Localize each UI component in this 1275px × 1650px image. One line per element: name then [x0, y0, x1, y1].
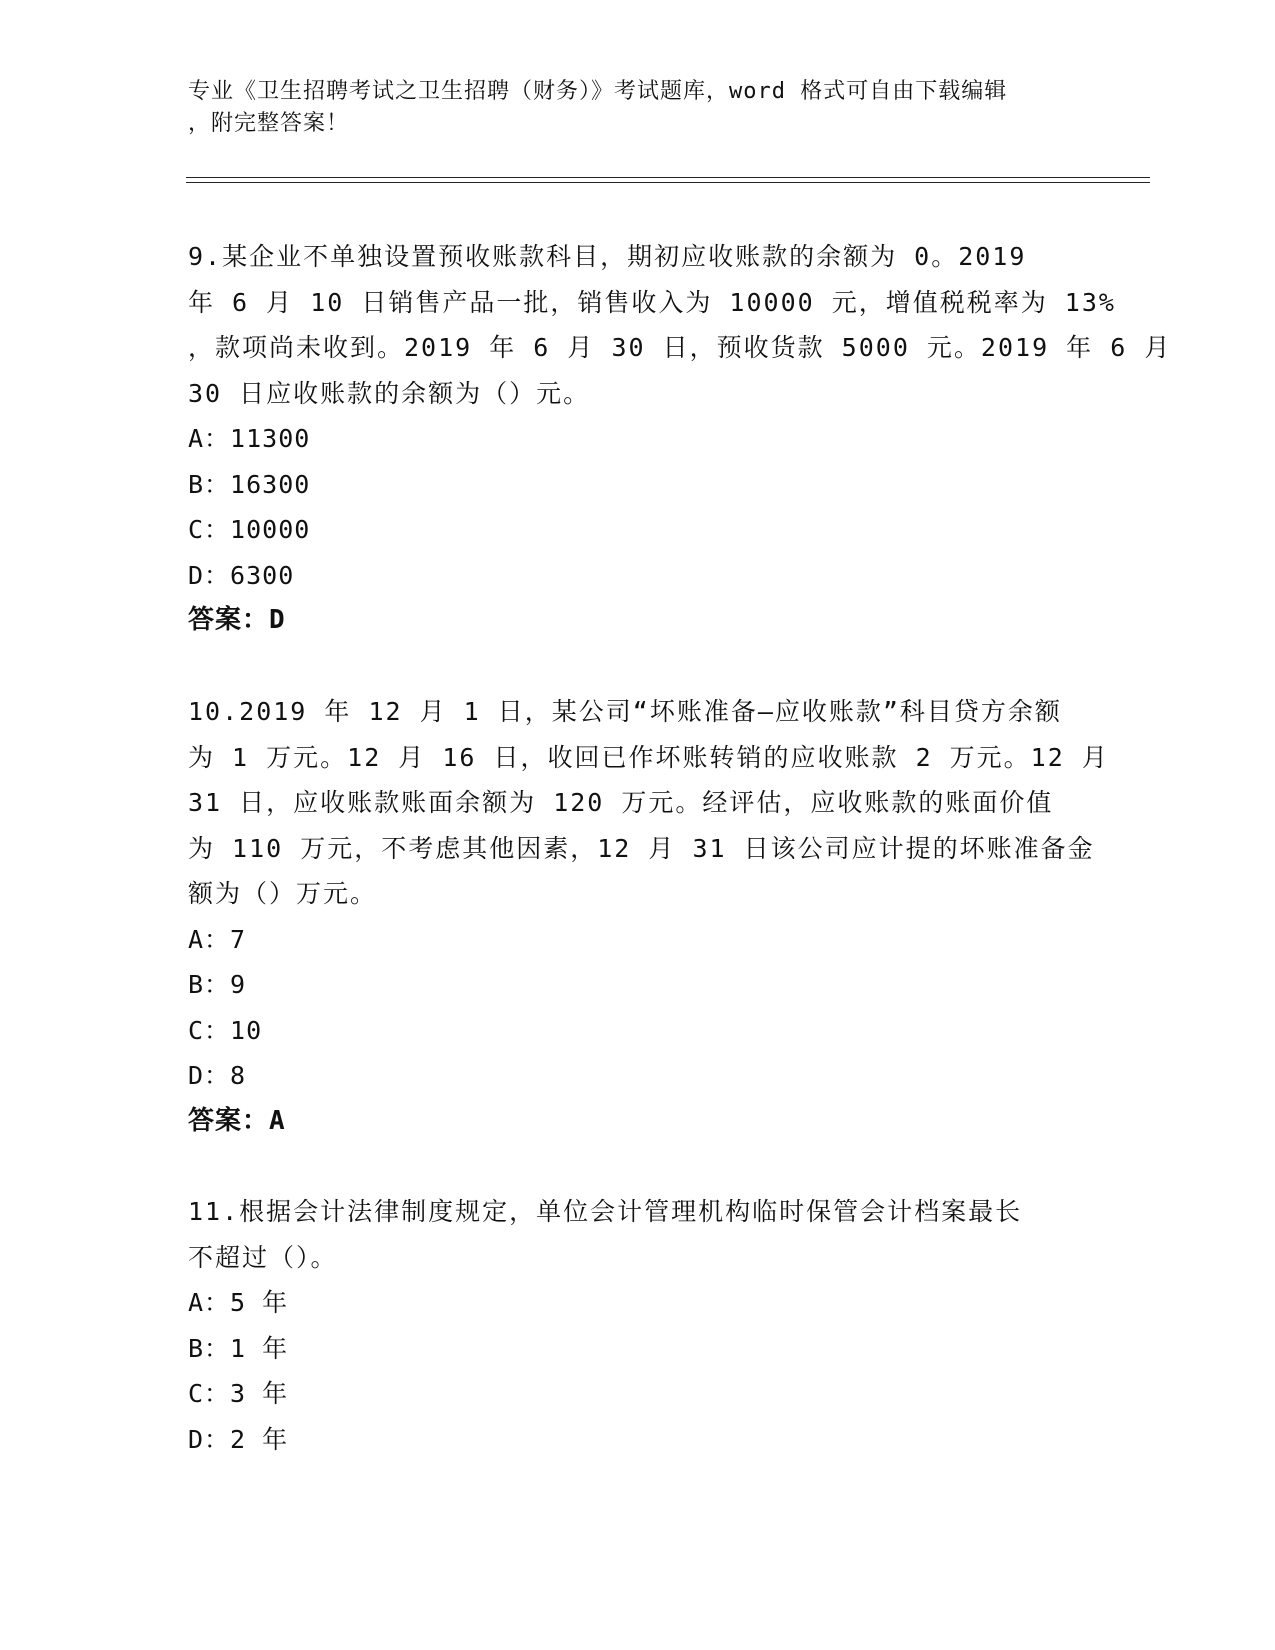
option-b: B：1 年	[188, 1333, 289, 1363]
question-text-line: 额为（）万元。	[188, 879, 378, 908]
header-divider	[186, 177, 1150, 178]
question-9	[188, 234, 1172, 644]
option-d: D：8	[188, 1061, 247, 1090]
question-text-line: 为 1 万元。12 月 16 日，收回已作坏账转销的应收账款 2 万元。12 月	[188, 742, 1109, 772]
header-divider	[186, 182, 1150, 183]
answer-label: 答案：D	[188, 605, 286, 635]
document-header	[188, 76, 1068, 140]
option-b: B：9	[188, 970, 247, 999]
question-text-line: 年 6 月 10 日销售产品一批，销售收入为 10000 元，增值税税率为 13%	[188, 287, 1116, 317]
header-text-line: ，附完整答案！	[188, 111, 350, 136]
answer-label: 答案：A	[188, 1105, 286, 1136]
question-text-line: 31 日，应收账款账面余额为 120 万元。经评估，应收账款的账面价值	[188, 788, 1054, 817]
question-10	[188, 689, 1109, 1144]
option-a: A：5 年	[188, 1288, 289, 1317]
question-text-line: 为 110 万元，不考虑其他因素，12 月 31 日该公司应计提的坏账准备金	[188, 833, 1095, 863]
question-text-line: 11.根据会计法律制度规定，单位会计管理机构临时保管会计档案最长	[188, 1197, 1023, 1226]
option-c: C：10000	[188, 515, 311, 544]
question-text-line: ，款项尚未收到。2019 年 6 月 30 日，预收货款 5000 元。2019 年 6 月	[188, 333, 1172, 362]
header-text-line: 专业《卫生招聘考试之卫生招聘（财务）》考试题库，word 格式可自由下载编辑	[188, 79, 1008, 104]
option-c: C：3 年	[188, 1379, 289, 1408]
option-c: C：10	[188, 1015, 263, 1045]
option-d: D：2 年	[188, 1424, 289, 1454]
option-a: A：7	[188, 924, 247, 954]
question-text-line: 30 日应收账款的余额为（）元。	[188, 378, 591, 408]
question-text-line: 不超过（）。	[188, 1242, 338, 1272]
option-b: B：16300	[188, 469, 311, 499]
question-text-line: 10.2019 年 12 月 1 日，某公司“坏账准备—应收账款”科目贷方余额	[188, 697, 1062, 726]
question-11	[188, 1189, 1088, 1462]
question-text-line: 9.某企业不单独设置预收账款科目，期初应收账款的余额为 0。2019	[188, 242, 1027, 271]
option-a: A：11300	[188, 424, 311, 453]
option-d: D：6300	[188, 560, 295, 590]
